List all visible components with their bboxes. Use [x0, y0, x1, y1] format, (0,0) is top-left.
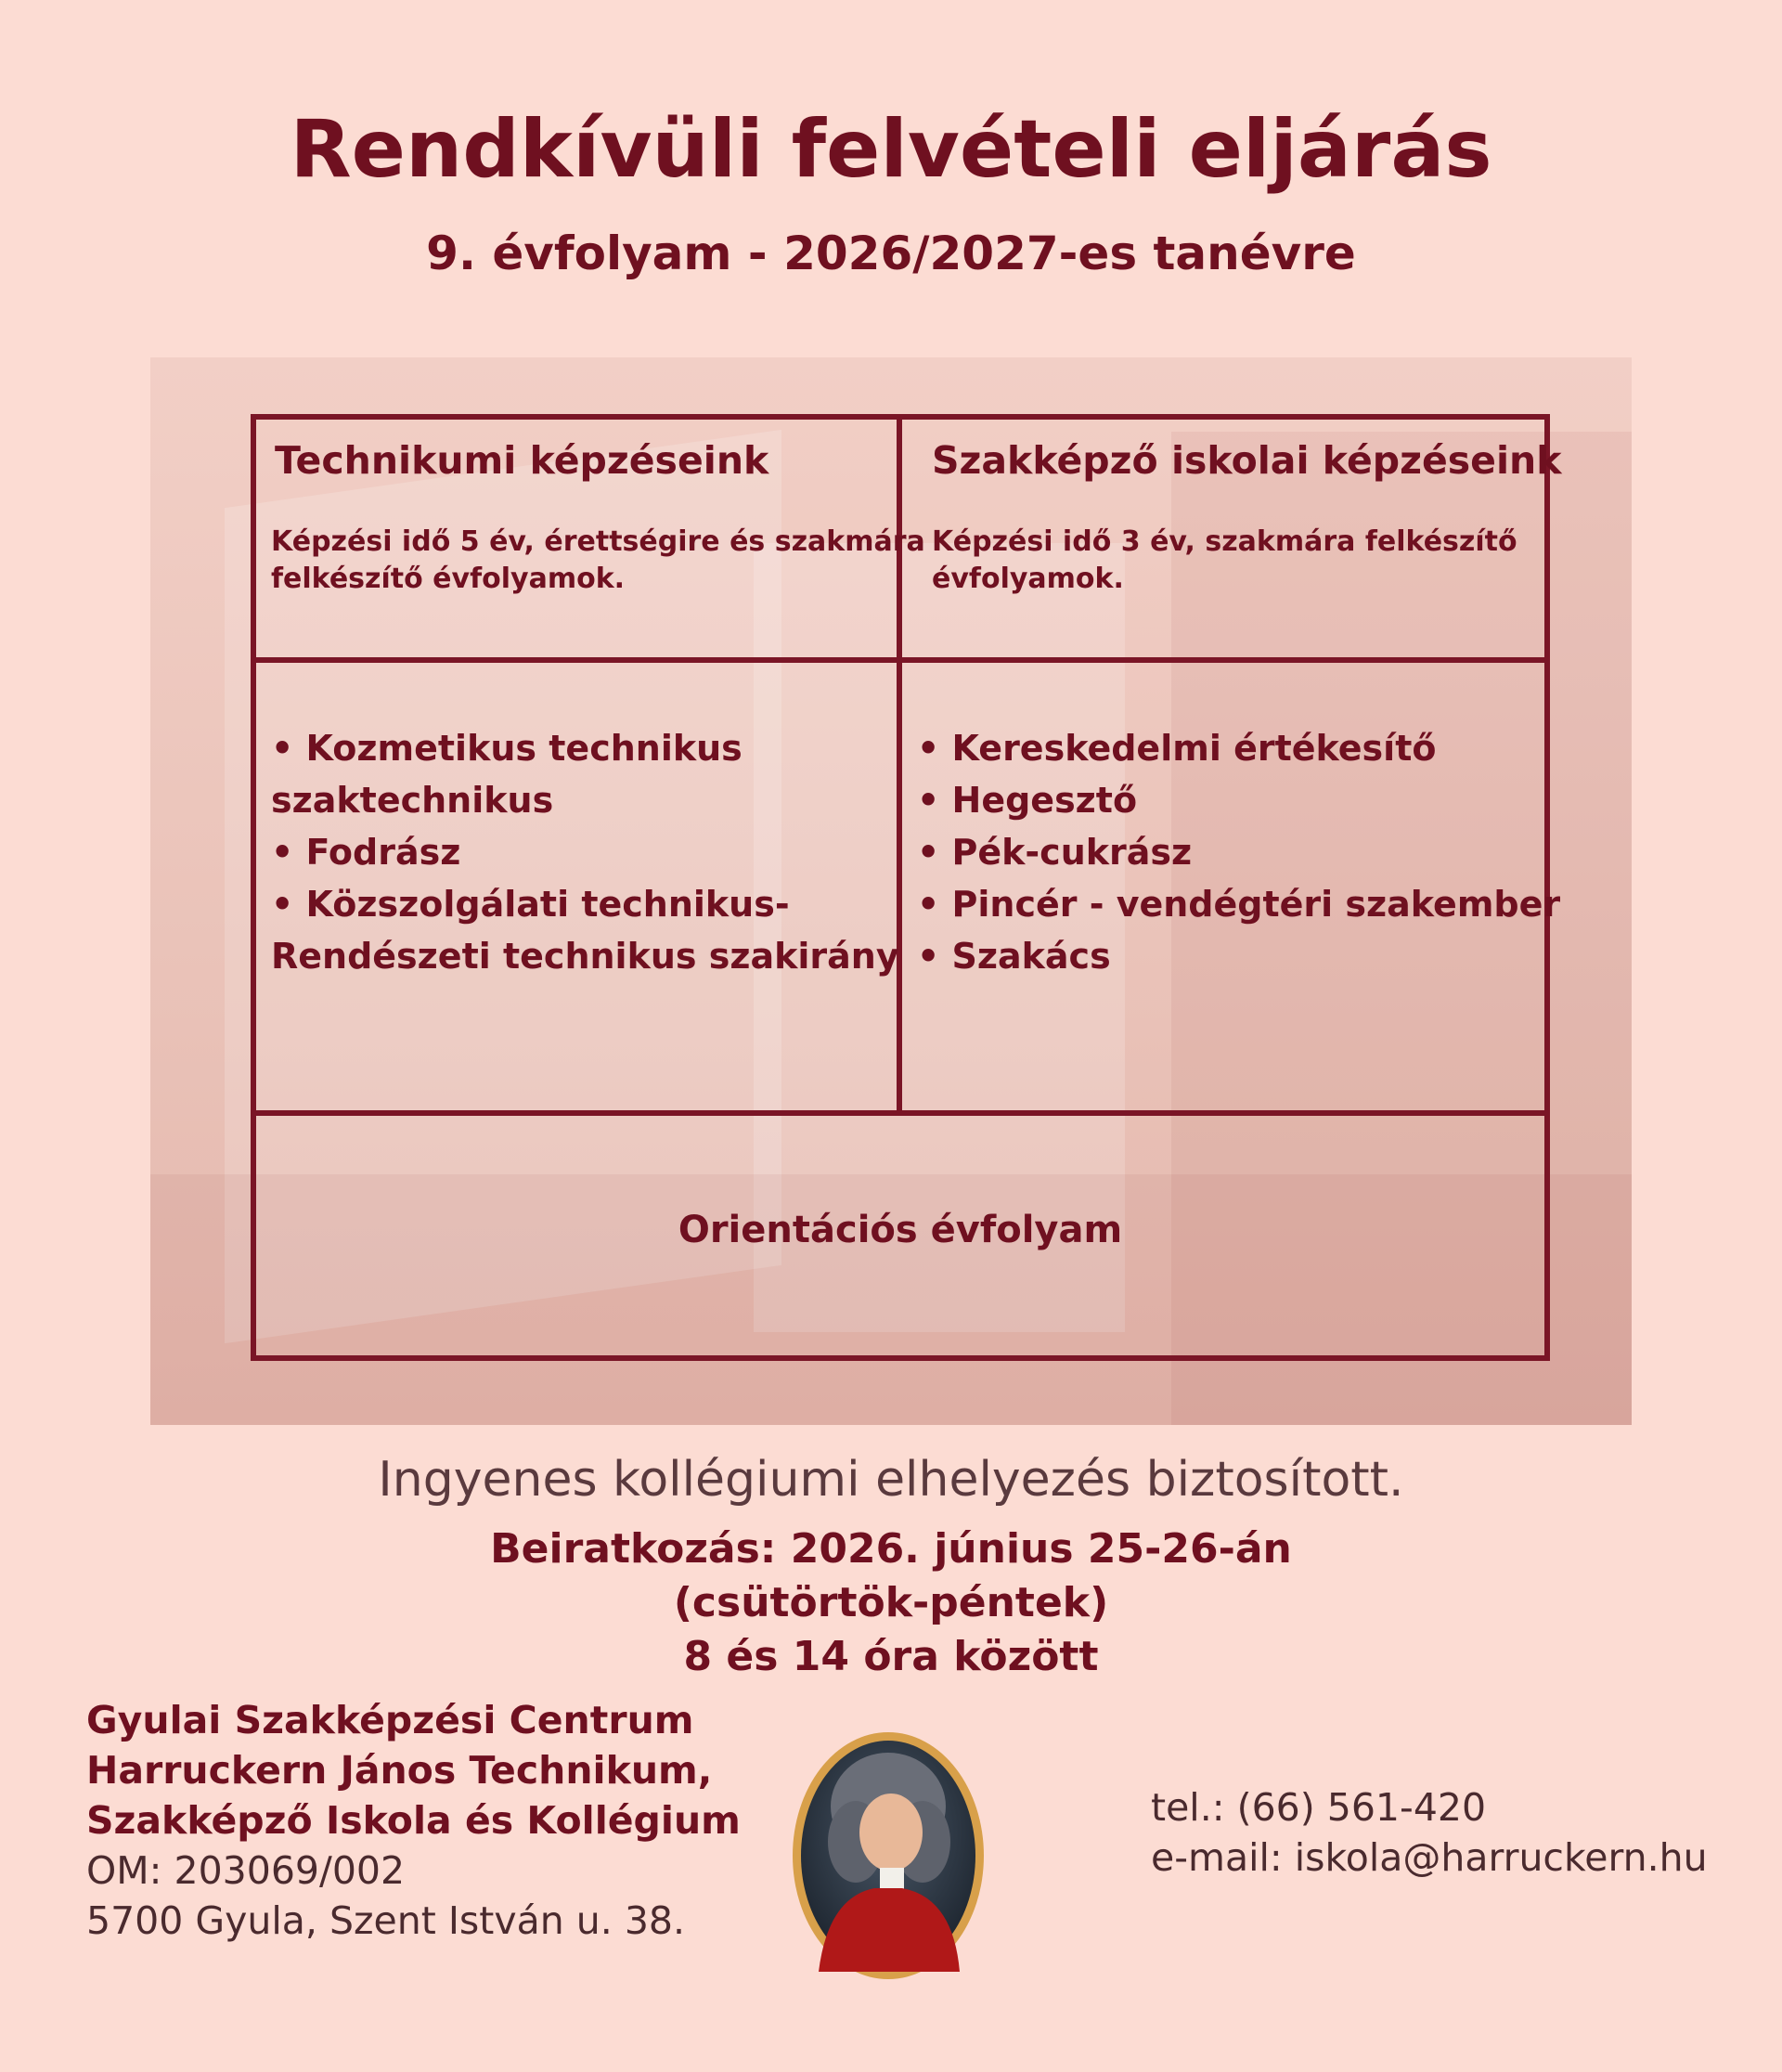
szakkepzo-description [932, 524, 1517, 598]
school-info [86, 1695, 741, 1946]
technikum-description-line1: Képzési idő 5 év, érettségire és szakmára [271, 525, 925, 558]
table-divider-row2 [251, 1110, 1550, 1116]
contact-info [1151, 1782, 1708, 1883]
szakkepzo-description-line2: évfolyamok. [932, 563, 1124, 595]
szakkepzo-list [917, 722, 1560, 982]
school-name-3: Szakképző Iskola és Kollégium [86, 1798, 741, 1843]
enrollment-hours: 8 és 14 óra között [683, 1633, 1099, 1680]
list-item: • Kereskedelmi értékesítő [917, 728, 1437, 769]
list-item: Rendészeti technikus szakirány [271, 936, 899, 977]
kollegium-note: Ingyenes kollégiumi elhelyezés biztosított. [378, 1452, 1404, 1508]
list-item: • Közszolgálati technikus- [271, 884, 790, 925]
school-om: OM: 203069/002 [86, 1848, 406, 1893]
school-name-2: Harruckern János Technikum, [86, 1748, 713, 1793]
list-item: • Pincér - vendégtéri szakember [917, 884, 1561, 925]
school-address: 5700 Gyula, Szent István u. 38. [86, 1898, 686, 1943]
enrollment-info [0, 1522, 1782, 1684]
page-title: Rendkívüli felvételi eljárás [290, 103, 1492, 196]
list-item: szaktechnikus [271, 780, 554, 821]
portrait-image [791, 1730, 986, 1981]
szakkepzo-description-line1: Képzési idő 3 év, szakmára felkészítő [932, 525, 1517, 558]
list-item: • Hegesztő [917, 780, 1138, 821]
table-divider-row1 [251, 657, 1550, 663]
list-item: • Szakács [917, 936, 1111, 977]
list-item: • Kozmetikus technikus [271, 728, 742, 769]
enrollment-days: (csütörtök-péntek) [673, 1579, 1109, 1626]
list-item: • Fodrász [271, 832, 461, 873]
table-border-bottom [251, 1355, 1550, 1361]
szakkepzo-heading: Szakképző iskolai képzéseink [932, 438, 1562, 483]
enrollment-date: Beiratkozás: 2026. június 25-26-án [490, 1525, 1292, 1573]
contact-phone: tel.: (66) 561-420 [1151, 1785, 1487, 1830]
orientation-label: Orientációs évfolyam [678, 1209, 1123, 1251]
school-name-1: Gyulai Szakképzési Centrum [86, 1698, 694, 1742]
technikum-list [271, 722, 899, 982]
technikum-description [271, 524, 925, 598]
technikum-description-line2: felkészítő évfolyamok. [271, 563, 626, 595]
list-item: • Pék-cukrász [917, 832, 1193, 873]
technikum-heading: Technikumi képzéseink [275, 438, 769, 483]
contact-email: e-mail: iskola@harruckern.hu [1151, 1835, 1708, 1880]
page-subtitle: 9. évfolyam - 2026/2027-es tanévre [426, 227, 1356, 280]
